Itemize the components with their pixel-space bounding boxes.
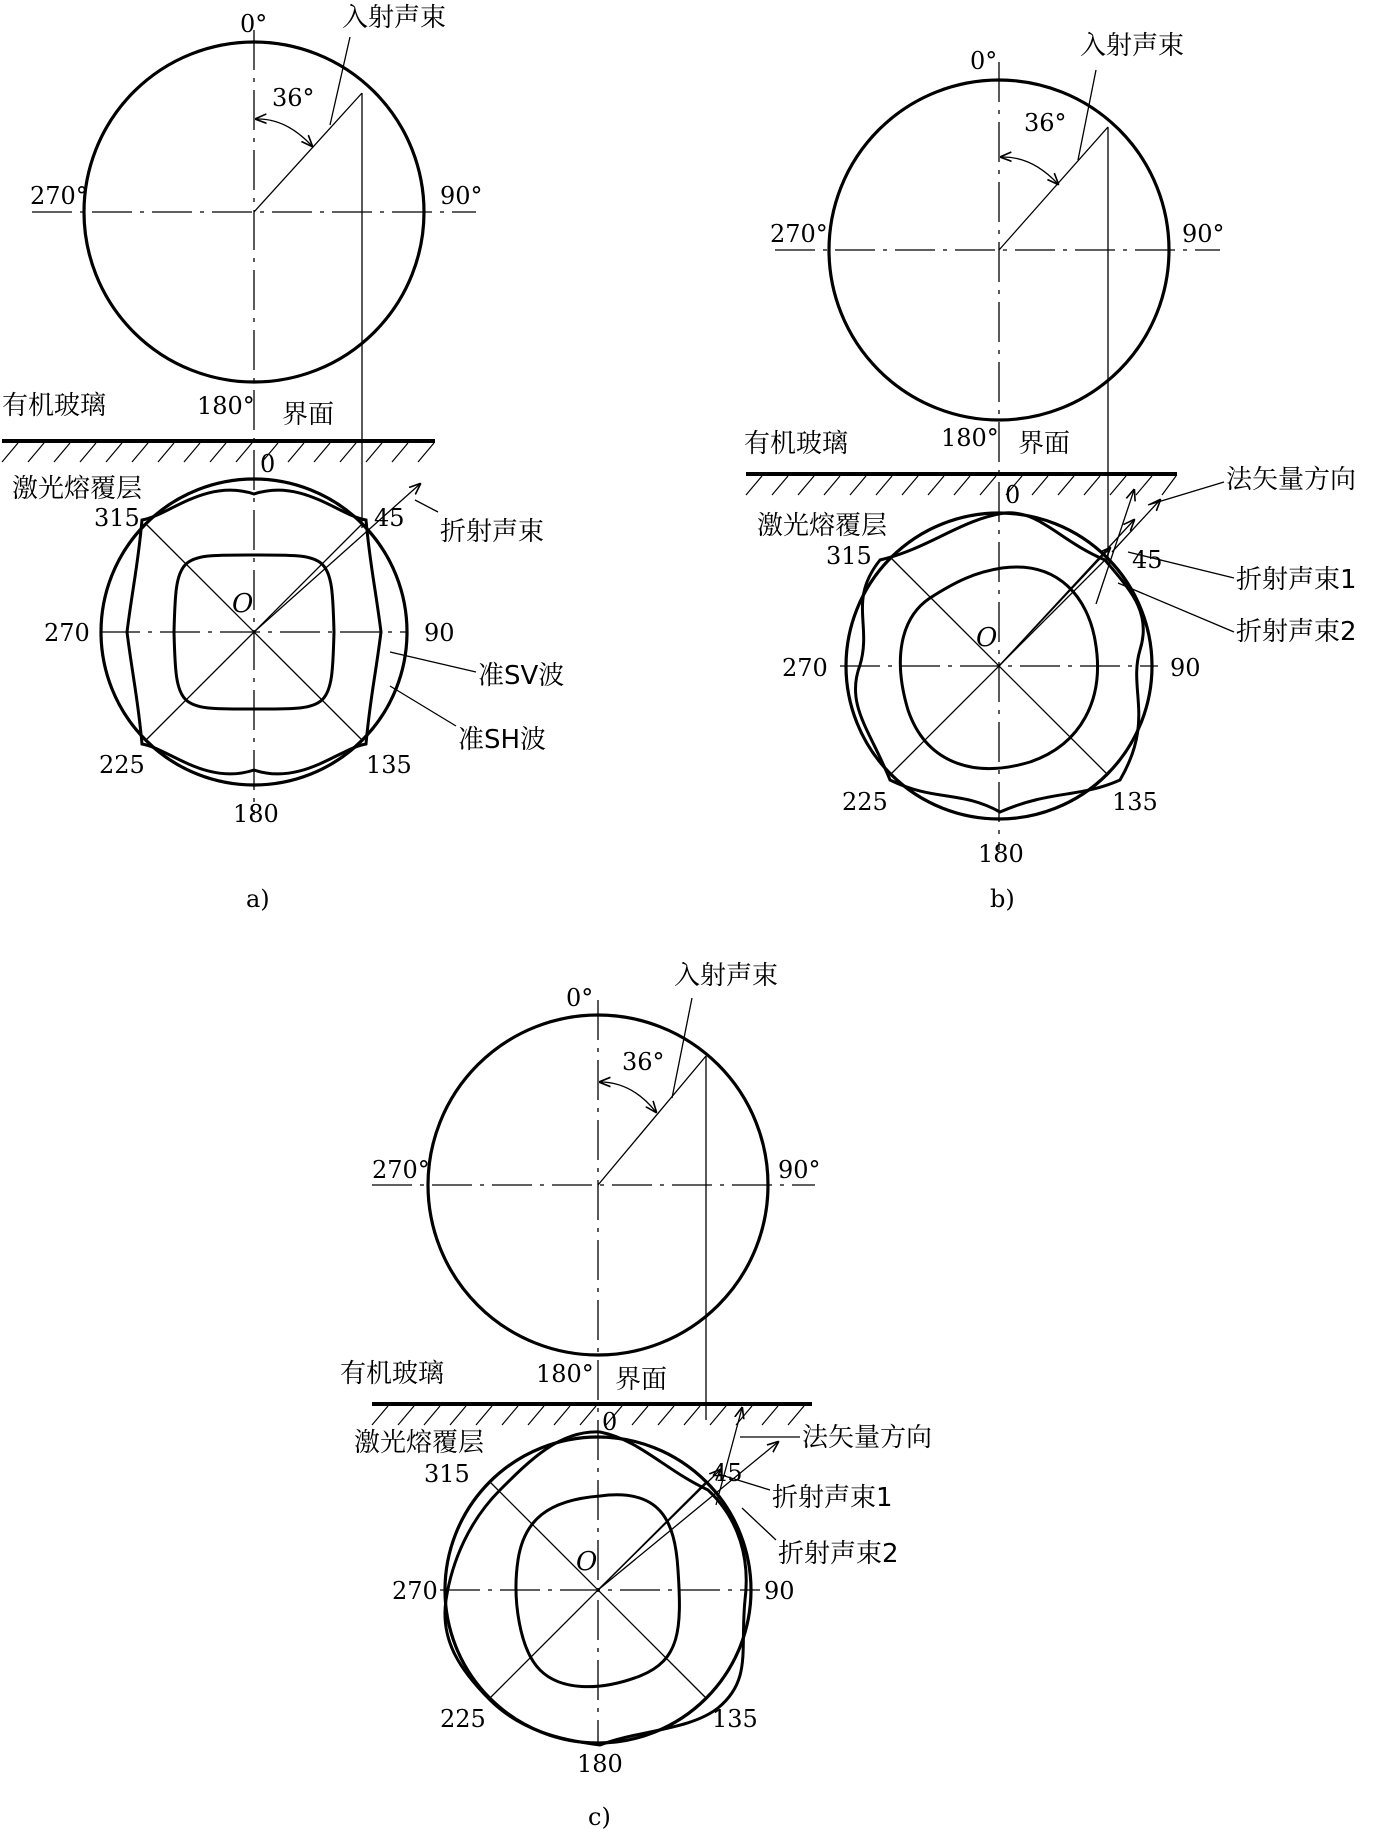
incident-beam-leader: [330, 37, 350, 125]
refracted-beam-2-leader: [1118, 583, 1234, 632]
label-plexiglass: 有机玻璃: [2, 391, 107, 421]
tick-135: 135: [712, 1705, 758, 1733]
callout-refracted-beam-2: 折射声束2: [1236, 617, 1357, 647]
tick-225: 225: [99, 751, 145, 779]
refracted-beam-2-leader: [742, 1508, 776, 1540]
panel-c: [340, 961, 932, 1831]
tick-135: 135: [366, 751, 412, 779]
tick-90: 90: [424, 619, 455, 647]
interface-hatch: [2, 443, 434, 462]
tick-270: 270: [44, 619, 90, 647]
incident-beam-line: [999, 127, 1108, 250]
caption-a: a): [246, 885, 270, 913]
label-interface: 界面: [1018, 429, 1071, 459]
label-plexiglass: 有机玻璃: [340, 1359, 445, 1389]
tick-90: 90: [1170, 654, 1201, 682]
label-incident-angle: 36°: [1024, 109, 1067, 137]
refracted-beam-2-arrow: [999, 520, 1134, 666]
label-270deg: 270°: [770, 220, 828, 248]
refracted-beam-1-arrow: [598, 1470, 720, 1590]
tick-315: 315: [94, 504, 140, 532]
tick-0: 0: [260, 450, 276, 478]
quasi-sh-leader: [390, 686, 456, 726]
callout-quasi-sv: 准SV波: [478, 661, 565, 691]
angle-arc: [1001, 157, 1058, 184]
incident-beam-leader: [1078, 70, 1096, 160]
callout-refracted-beam: 折射声束: [440, 517, 545, 547]
panel-a: [2, 3, 564, 913]
label-origin: O: [232, 589, 254, 619]
callout-refracted-beam-1: 折射声束1: [1236, 565, 1357, 595]
label-interface: 界面: [282, 400, 335, 430]
panel-b: [744, 31, 1357, 913]
tick-315: 315: [826, 542, 872, 570]
label-incident-beam: 入射声束: [1080, 31, 1185, 61]
label-0deg: 0°: [566, 984, 594, 1012]
label-coating: 激光熔覆层: [354, 1428, 485, 1458]
label-incident-beam: 入射声束: [342, 3, 447, 33]
label-plexiglass: 有机玻璃: [744, 429, 849, 459]
label-90deg: 90°: [778, 1156, 821, 1184]
normal-vector-2-arrow: [1112, 500, 1160, 552]
label-180deg: 180°: [536, 1360, 594, 1388]
angle-arc: [256, 119, 312, 146]
tick-180: 180: [978, 840, 1024, 868]
tick-180: 180: [577, 1750, 623, 1778]
tick-45: 45: [374, 504, 405, 532]
label-incident-beam: 入射声束: [674, 961, 779, 991]
tick-0: 0: [602, 1408, 618, 1436]
refracted-beam-leader: [415, 500, 438, 512]
tick-315: 315: [424, 1460, 470, 1488]
label-coating: 激光熔覆层: [757, 511, 888, 541]
interface-hatch: [746, 476, 1176, 495]
label-incident-angle: 36°: [272, 84, 315, 112]
label-0deg: 0°: [240, 10, 268, 38]
tick-225: 225: [440, 1705, 486, 1733]
normal-vector-leader: [1148, 482, 1224, 505]
angle-arc: [600, 1082, 656, 1112]
tick-180: 180: [233, 800, 279, 828]
label-90deg: 90°: [1182, 220, 1225, 248]
callout-normal-vector: 法矢量方向: [802, 1423, 933, 1453]
label-270deg: 270°: [30, 182, 88, 210]
incident-beam-leader: [672, 998, 692, 1098]
normal-vector-arrow: [716, 1408, 742, 1505]
label-coating: 激光熔覆层: [12, 474, 143, 504]
tick-90: 90: [764, 1577, 795, 1605]
tick-0: 0: [1005, 481, 1021, 509]
interface-hatch: [372, 1406, 804, 1425]
label-origin: O: [576, 1547, 598, 1577]
label-180deg: 180°: [197, 392, 255, 420]
label-interface: 界面: [615, 1365, 668, 1395]
callout-refracted-beam-2: 折射声束2: [778, 1539, 899, 1569]
tick-270: 270: [782, 654, 828, 682]
label-270deg: 270°: [372, 1156, 430, 1184]
tick-45: 45: [1132, 546, 1163, 574]
callout-quasi-sh: 准SH波: [458, 725, 547, 755]
label-90deg: 90°: [440, 182, 483, 210]
label-origin: O: [976, 623, 998, 653]
label-incident-angle: 36°: [622, 1048, 665, 1076]
label-180deg: 180°: [941, 424, 999, 452]
tick-270: 270: [392, 1577, 438, 1605]
callout-normal-vector: 法矢量方向: [1226, 465, 1357, 495]
caption-c: c): [588, 1803, 611, 1831]
tick-45: 45: [712, 1459, 743, 1487]
tick-225: 225: [842, 788, 888, 816]
caption-b: b): [990, 885, 1015, 913]
callout-refracted-beam-1: 折射声束1: [772, 1483, 893, 1513]
label-0deg: 0°: [970, 47, 998, 75]
tick-135: 135: [1112, 788, 1158, 816]
